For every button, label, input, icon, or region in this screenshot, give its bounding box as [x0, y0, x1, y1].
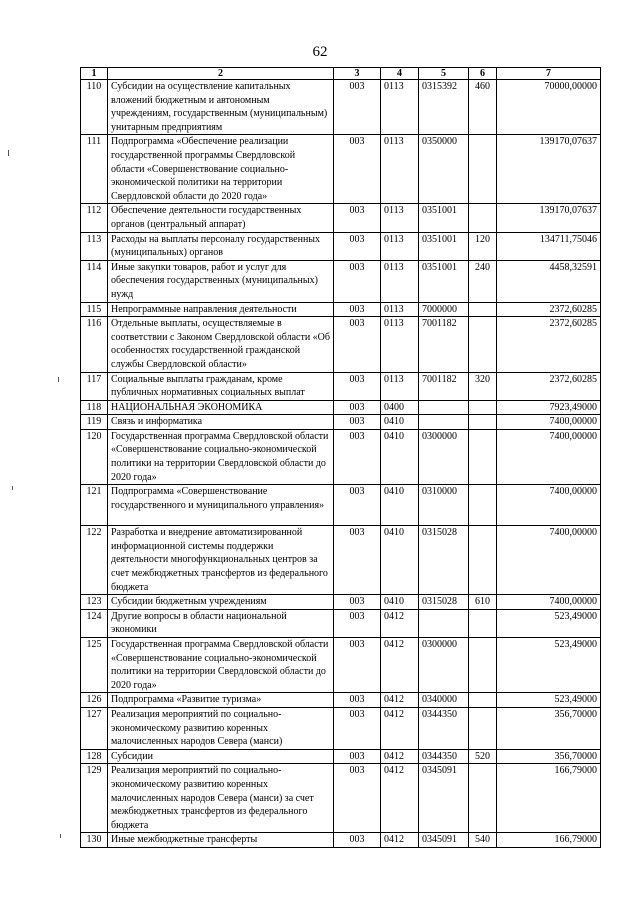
cell-target: 0344350	[419, 749, 469, 764]
cell-section: 0113	[381, 302, 419, 317]
cell-ministry: 003	[334, 317, 381, 372]
row-name: Подпрограмма «Совершенствование государственного и муниципального управления»	[108, 485, 334, 526]
row-number: 122	[81, 526, 108, 595]
table-row	[81, 638, 601, 693]
cell-type	[469, 764, 497, 833]
cell-target: 0300000	[419, 429, 469, 484]
cell-type	[469, 302, 497, 317]
cell-section: 0400	[381, 400, 419, 415]
row-number: 125	[81, 638, 108, 693]
table-row	[81, 400, 601, 415]
cell-section: 0113	[381, 232, 419, 260]
cell-amount: 2372,60285	[497, 372, 601, 400]
row-number: 118	[81, 400, 108, 415]
row-name: Государственная программа Свердловской области «Совершенствование социально-экономической политики на территории Свердловской области до 2020 года»	[108, 638, 334, 693]
cell-amount: 7400,00000	[497, 595, 601, 610]
cell-section: 0113	[381, 372, 419, 400]
row-name: Реализация мероприятий по социально-экономическому развитию коренных малочисленных народов Севера (манси)	[108, 708, 334, 750]
row-number: 119	[81, 415, 108, 430]
cell-target: 0350000	[419, 135, 469, 204]
cell-amount: 7400,00000	[497, 415, 601, 430]
cell-amount: 4458,32591	[497, 260, 601, 302]
cell-ministry: 003	[334, 764, 381, 833]
row-name: Разработка и внедрение автоматизированной информационной системы поддержки деятельности многофункциональных центров за счет межбюджетных трансфертов из федерального бюджета	[108, 526, 334, 595]
cell-ministry: 003	[334, 595, 381, 610]
cell-section: 0113	[381, 135, 419, 204]
row-name: Субсидии бюджетным учреждениям	[108, 595, 334, 610]
row-name: Обеспечение деятельности государственных органов (центральный аппарат)	[108, 204, 334, 232]
cell-section: 0113	[381, 80, 419, 135]
cell-type	[469, 708, 497, 750]
row-name: Другие вопросы в области национальной экономики	[108, 609, 334, 637]
cell-type	[469, 135, 497, 204]
cell-section: 0412	[381, 708, 419, 750]
scan-mark	[60, 834, 61, 838]
cell-type	[469, 400, 497, 415]
cell-section: 0410	[381, 485, 419, 526]
row-name: Социальные выплаты гражданам, кроме публичных нормативных социальных выплат	[108, 372, 334, 400]
cell-section: 0412	[381, 693, 419, 708]
cell-target: 0300000	[419, 638, 469, 693]
cell-ministry: 003	[334, 372, 381, 400]
row-number: 116	[81, 317, 108, 372]
cell-target	[419, 400, 469, 415]
cell-amount: 7400,00000	[497, 485, 601, 526]
table-row	[81, 609, 601, 637]
table-row	[81, 526, 601, 595]
cell-type	[469, 415, 497, 430]
cell-amount: 523,49000	[497, 609, 601, 637]
cell-ministry: 003	[334, 833, 381, 848]
row-name: Субсидии на осуществление капитальных вложений бюджетным и автономным учреждениям, государственным (муниципальным) унитарным предприятиям	[108, 80, 334, 135]
cell-section: 0410	[381, 595, 419, 610]
table-row	[81, 833, 601, 848]
cell-target: 7000000	[419, 302, 469, 317]
row-name: Иные закупки товаров, работ и услуг для обеспечения государственных (муниципальных) нужд	[108, 260, 334, 302]
cell-target: 7001182	[419, 372, 469, 400]
table-row	[81, 764, 601, 833]
cell-target: 0310000	[419, 485, 469, 526]
column-header: 5	[419, 68, 469, 80]
cell-type	[469, 693, 497, 708]
cell-ministry: 003	[334, 302, 381, 317]
budget-table	[80, 67, 601, 848]
cell-ministry: 003	[334, 429, 381, 484]
row-number: 114	[81, 260, 108, 302]
cell-section: 0412	[381, 833, 419, 848]
table-row	[81, 485, 601, 526]
cell-amount: 166,79000	[497, 833, 601, 848]
row-name: Иные межбюджетные трансферты	[108, 833, 334, 848]
cell-type	[469, 204, 497, 232]
cell-target: 0315028	[419, 526, 469, 595]
cell-ministry: 003	[334, 260, 381, 302]
cell-ministry: 003	[334, 708, 381, 750]
cell-ministry: 003	[334, 693, 381, 708]
cell-ministry: 003	[334, 749, 381, 764]
cell-target: 0344350	[419, 708, 469, 750]
cell-target: 0345091	[419, 764, 469, 833]
table-row	[81, 232, 601, 260]
table-body	[81, 80, 601, 848]
table-row	[81, 372, 601, 400]
cell-amount: 2372,60285	[497, 317, 601, 372]
row-name: Связь и информатика	[108, 415, 334, 430]
cell-amount: 7400,00000	[497, 429, 601, 484]
column-header: 6	[469, 68, 497, 80]
cell-amount: 139170,07637	[497, 135, 601, 204]
row-name: Непрограммные направления деятельности	[108, 302, 334, 317]
cell-target: 0340000	[419, 693, 469, 708]
cell-target: 7001182	[419, 317, 469, 372]
cell-type: 540	[469, 833, 497, 848]
row-number: 129	[81, 764, 108, 833]
cell-ministry: 003	[334, 609, 381, 637]
row-name: Реализация мероприятий по социально-экономическому развитию коренных малочисленных народов Севера (манси) за счет межбюджетных трансфертов из федерального бюджета	[108, 764, 334, 833]
cell-ministry: 003	[334, 526, 381, 595]
row-name: НАЦИОНАЛЬНАЯ ЭКОНОМИКА	[108, 400, 334, 415]
cell-type: 120	[469, 232, 497, 260]
column-header: 2	[108, 68, 334, 80]
cell-type: 520	[469, 749, 497, 764]
cell-section: 0113	[381, 317, 419, 372]
cell-type	[469, 609, 497, 637]
row-number: 128	[81, 749, 108, 764]
cell-amount: 523,49000	[497, 638, 601, 693]
table-row	[81, 260, 601, 302]
cell-section: 0412	[381, 764, 419, 833]
cell-type	[469, 485, 497, 526]
cell-amount: 134711,75046	[497, 232, 601, 260]
row-name: Подпрограмма «Развитие туризма»	[108, 693, 334, 708]
cell-type: 240	[469, 260, 497, 302]
row-name: Субсидии	[108, 749, 334, 764]
cell-target	[419, 609, 469, 637]
table-row	[81, 693, 601, 708]
table-row	[81, 429, 601, 484]
table-row	[81, 302, 601, 317]
cell-ministry: 003	[334, 415, 381, 430]
row-number: 121	[81, 485, 108, 526]
table-row	[81, 749, 601, 764]
cell-target: 0345091	[419, 833, 469, 848]
cell-target: 0351001	[419, 232, 469, 260]
row-number: 130	[81, 833, 108, 848]
table-header-row	[81, 68, 601, 80]
row-name: Подпрограмма «Обеспечение реализации государственной программы Свердловской области «Совершенствование социально-экономической политики на территории Свердловской области до 2020 года»	[108, 135, 334, 204]
cell-type: 610	[469, 595, 497, 610]
row-number: 112	[81, 204, 108, 232]
row-number: 120	[81, 429, 108, 484]
row-name: Государственная программа Свердловской области «Совершенствование социально-экономической политики на территории Свердловской области до 2020 года»	[108, 429, 334, 484]
row-number: 113	[81, 232, 108, 260]
cell-ministry: 003	[334, 232, 381, 260]
row-number: 123	[81, 595, 108, 610]
cell-section: 0113	[381, 260, 419, 302]
cell-amount: 139170,07637	[497, 204, 601, 232]
cell-type	[469, 526, 497, 595]
table-row	[81, 317, 601, 372]
column-header: 1	[81, 68, 108, 80]
row-number: 126	[81, 693, 108, 708]
cell-amount: 523,49000	[497, 693, 601, 708]
cell-ministry: 003	[334, 204, 381, 232]
cell-section: 0410	[381, 415, 419, 430]
cell-amount: 70000,00000	[497, 80, 601, 135]
row-number: 111	[81, 135, 108, 204]
cell-section: 0410	[381, 429, 419, 484]
cell-amount: 7923,49000	[497, 400, 601, 415]
column-header: 4	[381, 68, 419, 80]
row-number: 115	[81, 302, 108, 317]
row-name: Отдельные выплаты, осуществляемые в соответствии с Законом Свердловской области «Об особенностях государственной гражданской службы Свердловской области»	[108, 317, 334, 372]
row-name: Расходы на выплаты персоналу государственных (муниципальных) органов	[108, 232, 334, 260]
table-row	[81, 135, 601, 204]
cell-target: 0351001	[419, 204, 469, 232]
cell-ministry: 003	[334, 80, 381, 135]
cell-amount: 356,70000	[497, 749, 601, 764]
column-header: 3	[334, 68, 381, 80]
page-number: 62	[312, 44, 328, 60]
cell-amount: 356,70000	[497, 708, 601, 750]
cell-ministry: 003	[334, 135, 381, 204]
row-number: 110	[81, 80, 108, 135]
table-row	[81, 415, 601, 430]
cell-type	[469, 429, 497, 484]
cell-section: 0412	[381, 609, 419, 637]
cell-target: 0351001	[419, 260, 469, 302]
column-header: 7	[497, 68, 601, 80]
cell-ministry: 003	[334, 400, 381, 415]
scan-mark	[58, 377, 59, 382]
scan-mark	[12, 486, 13, 490]
cell-section: 0412	[381, 638, 419, 693]
cell-section: 0412	[381, 749, 419, 764]
cell-ministry: 003	[334, 638, 381, 693]
cell-amount: 7400,00000	[497, 526, 601, 595]
cell-type: 460	[469, 80, 497, 135]
table-row	[81, 204, 601, 232]
cell-target: 0315028	[419, 595, 469, 610]
row-number: 117	[81, 372, 108, 400]
cell-amount: 2372,60285	[497, 302, 601, 317]
cell-type: 320	[469, 372, 497, 400]
cell-target	[419, 415, 469, 430]
cell-section: 0410	[381, 526, 419, 595]
row-number: 127	[81, 708, 108, 750]
cell-target: 0315392	[419, 80, 469, 135]
cell-amount: 166,79000	[497, 764, 601, 833]
table-row	[81, 708, 601, 750]
cell-section: 0113	[381, 204, 419, 232]
scan-mark	[8, 150, 9, 156]
table-row	[81, 80, 601, 135]
cell-type	[469, 317, 497, 372]
cell-ministry: 003	[334, 485, 381, 526]
table-row	[81, 595, 601, 610]
row-number: 124	[81, 609, 108, 637]
cell-type	[469, 638, 497, 693]
